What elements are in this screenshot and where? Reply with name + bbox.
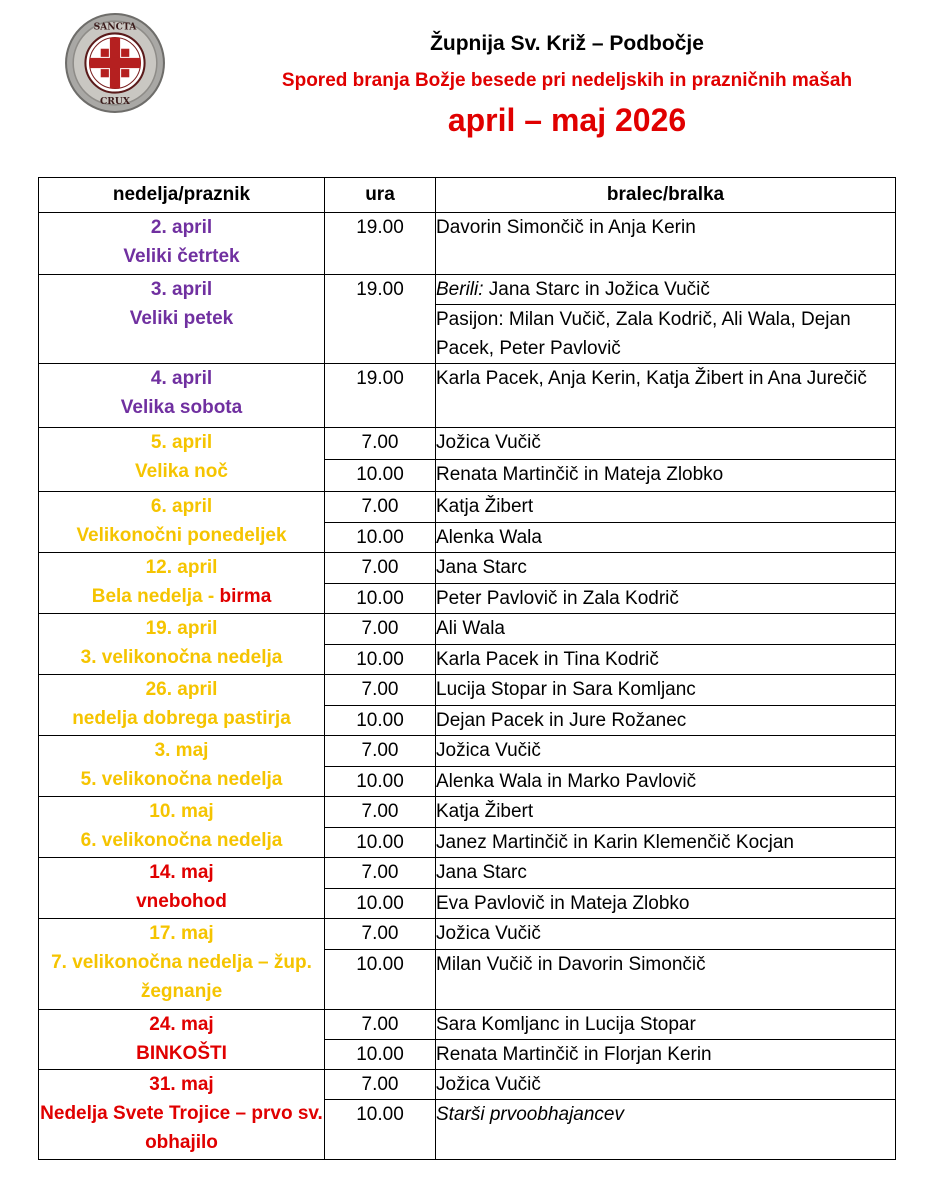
reader-cell: Jožica Vučič — [436, 736, 896, 767]
reader-cell: Karla Pacek in Tina Kodrič — [436, 645, 896, 675]
table-row — [39, 675, 896, 706]
table-row — [39, 553, 896, 584]
reader-cell: Renata Martinčič in Mateja Zlobko — [436, 460, 896, 492]
day-name — [39, 948, 324, 1006]
reader-cell: Alenka Wala — [436, 523, 896, 553]
reader-cell: Jožica Vučič — [436, 919, 896, 950]
table-row — [39, 736, 896, 767]
day-cell — [39, 492, 325, 553]
day-cell — [39, 553, 325, 614]
reader-names: Jana Starc in Jožica Vučič — [483, 279, 710, 300]
day-name-text: Velika sobota — [120, 397, 243, 418]
day-name — [39, 393, 324, 422]
day-name-text: 6. velikonočna nedelja — [80, 830, 283, 851]
time-cell: 7.00 — [325, 553, 436, 584]
day-name — [39, 457, 324, 486]
schedule-period: april – maj 2026 — [447, 102, 687, 138]
day-name-text: Velika noč — [135, 461, 228, 482]
day-name-text: Velikonočni ponedeljek — [76, 525, 287, 546]
table-row — [39, 858, 896, 889]
svg-text:CRUX: CRUX — [99, 95, 131, 107]
svg-text:SANCTA: SANCTA — [93, 21, 137, 33]
table-row — [39, 1010, 896, 1040]
reader-cell: Eva Pavlovič in Mateja Zlobko — [436, 889, 896, 919]
day-date: 4. april — [150, 368, 213, 389]
day-name — [39, 1099, 324, 1157]
reader-cell: Jana Starc — [436, 858, 896, 889]
day-name-extra: birma — [219, 586, 272, 607]
time-cell: 10.00 — [325, 706, 436, 736]
time-cell: 7.00 — [325, 1070, 436, 1100]
time-cell: 10.00 — [325, 828, 436, 858]
day-name-text: BINKOŠTI — [136, 1043, 227, 1064]
day-date: 6. april — [150, 496, 213, 517]
time-cell: 7.00 — [325, 797, 436, 828]
reader-cell: Katja Žibert — [436, 797, 896, 828]
day-date: 14. maj — [149, 862, 214, 883]
time-cell: 10.00 — [325, 584, 436, 614]
day-name-text: 5. velikonočna nedelja — [80, 769, 283, 790]
time-cell: 10.00 — [325, 1040, 436, 1070]
time-cell: 7.00 — [325, 858, 436, 889]
day-date: 5. april — [150, 432, 213, 453]
day-cell — [39, 614, 325, 675]
day-cell — [39, 797, 325, 858]
reader-cell: Sara Komljanc in Lucija Stopar — [436, 1010, 896, 1040]
day-name-text: Veliki petek — [129, 308, 234, 329]
reader-cell: Katja Žibert — [436, 492, 896, 523]
day-cell — [39, 213, 325, 275]
reader-cell: Janez Martinčič in Karin Klemenčič Kocjan — [436, 828, 896, 858]
day-date: 12. april — [145, 557, 218, 578]
reader-cell: Renata Martinčič in Florjan Kerin — [436, 1040, 896, 1070]
day-cell — [39, 1010, 325, 1070]
day-name — [39, 582, 324, 611]
time-cell: 7.00 — [325, 919, 436, 950]
parish-seal-logo — [64, 12, 166, 114]
reader-cell: Jana Starc — [436, 553, 896, 584]
time-cell: 10.00 — [325, 460, 436, 492]
day-date: 3. april — [150, 279, 213, 300]
time-cell: 7.00 — [325, 675, 436, 706]
day-name-text: 3. velikonočna nedelja — [80, 647, 283, 668]
reader-prefix: Berili: — [436, 279, 484, 300]
day-date: 31. maj — [149, 1074, 214, 1095]
day-name — [39, 765, 324, 794]
reader-cell: Peter Pavlovič in Zala Kodrič — [436, 584, 896, 614]
time-cell: 7.00 — [325, 614, 436, 645]
reader-cell: Ali Wala — [436, 614, 896, 645]
schedule-subtitle: Spored branja Božje besede pri nedeljskih in prazničnih mašah — [281, 70, 853, 91]
day-cell — [39, 675, 325, 736]
day-name-text: vnebohod — [136, 891, 227, 912]
table-row — [39, 919, 896, 950]
day-name — [39, 521, 324, 550]
day-date: 26. april — [145, 679, 218, 700]
day-date: 10. maj — [149, 801, 214, 822]
column-header-time: ura — [325, 178, 436, 213]
day-date: 19. april — [145, 618, 218, 639]
time-cell: 10.00 — [325, 1100, 436, 1160]
table-row — [39, 492, 896, 523]
time-cell: 10.00 — [325, 645, 436, 675]
reader-cell: Jožica Vučič — [436, 428, 896, 460]
table-row — [39, 614, 896, 645]
day-name — [39, 643, 324, 672]
day-name-text: Bela nedelja - — [91, 586, 220, 607]
reader-cell: Davorin Simončič in Anja Kerin — [436, 213, 896, 275]
day-date: 17. maj — [149, 923, 214, 944]
day-name-text: nedelja dobrega pastirja — [72, 708, 291, 729]
table-body — [39, 213, 896, 1160]
day-cell — [39, 858, 325, 919]
reader-cell: Lucija Stopar in Sara Komljanc — [436, 675, 896, 706]
time-cell: 7.00 — [325, 428, 436, 460]
day-cell — [39, 364, 325, 428]
time-cell: 10.00 — [325, 523, 436, 553]
table-row — [39, 364, 896, 428]
column-header-reader: bralec/bralka — [436, 178, 896, 213]
time-cell: 7.00 — [325, 1010, 436, 1040]
table-row — [39, 428, 896, 460]
table-row — [39, 797, 896, 828]
reader-cell: Jožica Vučič — [436, 1070, 896, 1100]
time-cell: 7.00 — [325, 492, 436, 523]
day-name — [39, 304, 324, 333]
table-row — [39, 275, 896, 305]
parish-title: Župnija Sv. Križ – Podbočje — [430, 32, 704, 55]
table-row — [39, 213, 896, 275]
time-cell: 10.00 — [325, 767, 436, 797]
day-name-text: Veliki četrtek — [123, 246, 240, 267]
table-header-row — [39, 178, 896, 213]
table-row — [39, 1070, 896, 1100]
day-date: 2. april — [150, 217, 213, 238]
reader-cell: Dejan Pacek in Jure Rožanec — [436, 706, 896, 736]
day-cell — [39, 428, 325, 492]
day-name-text: 7. velikonočna nedelja – žup. žegnanje — [51, 952, 312, 1002]
day-name — [39, 1039, 324, 1068]
time-cell: 10.00 — [325, 889, 436, 919]
time-cell: 10.00 — [325, 950, 436, 1010]
reader-cell: Karla Pacek, Anja Kerin, Katja Žibert in Ana Jurečič — [436, 364, 896, 428]
time-cell: 7.00 — [325, 736, 436, 767]
reader-cell: Starši prvoobhajancev — [436, 1100, 896, 1160]
day-name — [39, 242, 324, 271]
reader-cell: Pasijon: Milan Vučič, Zala Kodrič, Ali Wala, Dejan Pacek, Peter Pavlovič — [436, 305, 896, 364]
reader-cell: Alenka Wala in Marko Pavlovič — [436, 767, 896, 797]
reading-schedule-table — [38, 177, 896, 1160]
day-name — [39, 887, 324, 916]
day-date: 3. maj — [154, 740, 209, 761]
column-header-day: nedelja/praznik — [39, 178, 325, 213]
time-cell: 19.00 — [325, 275, 436, 364]
time-cell: 19.00 — [325, 213, 436, 275]
day-cell — [39, 919, 325, 1010]
time-cell: 19.00 — [325, 364, 436, 428]
day-name — [39, 704, 324, 733]
day-cell — [39, 736, 325, 797]
reader-cell — [436, 275, 896, 305]
day-date: 24. maj — [149, 1014, 214, 1035]
day-cell — [39, 1070, 325, 1160]
day-cell — [39, 275, 325, 364]
day-name — [39, 826, 324, 855]
reader-cell: Milan Vučič in Davorin Simončič — [436, 950, 896, 1010]
day-name-text: Nedelja Svete Trojice – prvo sv. obhajilo — [40, 1103, 323, 1153]
